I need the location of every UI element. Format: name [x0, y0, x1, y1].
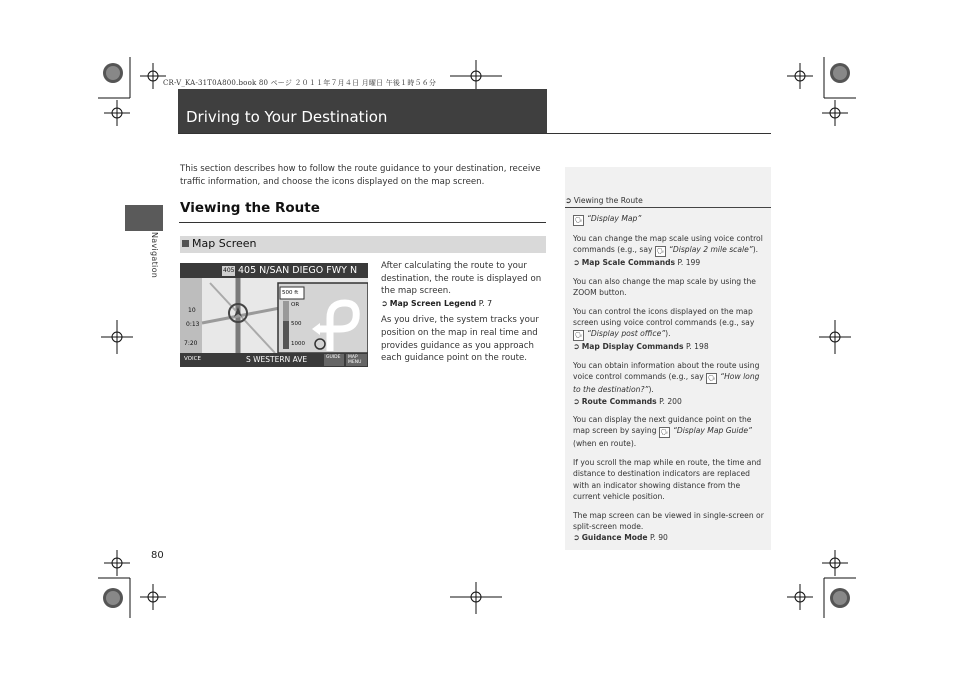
- map-left-label-2: 0:13: [186, 321, 200, 328]
- map-guide-button: GUIDE: [326, 355, 341, 360]
- section-heading: Viewing the Route: [180, 200, 320, 216]
- map-left-label-1: 10: [188, 307, 196, 314]
- map-scale-label-4: 1000: [291, 341, 305, 347]
- map-menu-button: MAP MENU: [348, 355, 362, 365]
- subsection-marker-icon: [182, 240, 189, 247]
- map-street-top: 405 N/SAN DIEGO FWY N: [238, 265, 358, 276]
- sidebar-paragraph-scroll: If you scroll the map while en route, the time and distance to destination indicators are replaced with an indicator showing distance from the current vehicle position.: [573, 457, 762, 502]
- map-scale-label-2: OR: [291, 302, 300, 308]
- intro-paragraph: This section describes how to follow the route guidance to your destination, receive traffic information, and choose the icons displayed on the map screen.: [180, 164, 541, 187]
- map-voice-label: VOICE: [184, 356, 201, 362]
- map-left-label-3: 7:20: [184, 340, 198, 347]
- page-title: Driving to Your Destination: [186, 108, 388, 126]
- map-scale-label-3: 500: [291, 321, 302, 327]
- sidebar-body: 🗣 “Display Map” You can change the map scale using voice control commands (e.g., say 🗣 “Display 2 mile scale”). ➲ Map Scale Commands P. 199 You can also change the map scale by using the ZOOM button. You can control the icons displayed on the map screen using voice control commands (e.g., say 🗣 “Display post office”). ➲ Map Display Commands P. 198 You can obtain information about the route using voice control commands (e.g., say 🗣 “How long to the destination?”). ➲ Route Commands P. 200 You can display the next guidance point on the map screen by saying 🗣 “Display Map Guide” (when en route). If you scroll the map while en route, the time and distance to destination indicators are replaced with an indicator showing distance from the current vehicle position. The map screen can be viewed in single-screen or split-screen mode. ➲ Guidance Mode P. 90: [573, 214, 764, 543]
- sidebar-header: ➲ Viewing the Route: [565, 196, 771, 208]
- ref-map-scale-commands[interactable]: ➲ Map Scale Commands P. 199: [573, 258, 701, 268]
- print-header: CR-V_KA-31T0A800.book 80 ページ ２０１１年７月４日 月曜日 午後１時５６分: [163, 79, 437, 87]
- chapter-tab: [125, 205, 163, 231]
- voice-command-icon: 🗣: [656, 248, 665, 256]
- body-paragraph-1: After calculating the route to your destination, the route is displayed on the map screen.: [381, 261, 542, 297]
- ref-map-display-commands[interactable]: ➲ Map Display Commands P. 198: [573, 342, 709, 352]
- voice-command-icon: 🗣: [574, 217, 583, 224]
- arrow-ref-icon: ➲: [381, 298, 388, 308]
- arrow-ref-icon: ➲: [573, 533, 580, 543]
- map-shield: 405: [223, 267, 235, 274]
- section-rule: [179, 222, 546, 223]
- arrow-ref-icon: ➲: [573, 258, 580, 268]
- ref-guidance-mode[interactable]: ➲ Guidance Mode P. 90: [573, 533, 668, 543]
- map-screen-image: [180, 263, 368, 367]
- map-illustration: [180, 263, 368, 367]
- ref-route-commands[interactable]: ➲ Route Commands P. 200: [573, 396, 682, 406]
- voice-command-icon: 🗣: [707, 375, 716, 383]
- sidebar-paragraph-zoom: You can also change the map scale by using the ZOOM button.: [573, 276, 756, 298]
- voice-command-icon: 🗣: [574, 332, 583, 340]
- subsection-heading: Map Screen: [192, 237, 257, 250]
- page-number: 80: [151, 550, 164, 561]
- body-column: [381, 260, 546, 365]
- map-scale-label-1: 500 ft: [282, 290, 299, 296]
- title-rule: [178, 133, 771, 134]
- ref-map-screen-legend[interactable]: ➲ Map Screen Legend P. 7: [381, 298, 493, 308]
- arrow-ref-icon: ➲: [573, 342, 580, 352]
- arrow-ref-icon: ➲: [565, 196, 572, 205]
- body-paragraph-2: As you drive, the system tracks your position on the map in real time and provides guidance as you approach each guidance point on the route.: [381, 315, 539, 364]
- chapter-label: Navigation: [150, 232, 159, 279]
- map-street-bottom: S WESTERN AVE: [246, 355, 308, 364]
- voice-command-icon: 🗣: [660, 429, 669, 437]
- arrow-ref-icon: ➲: [573, 396, 580, 406]
